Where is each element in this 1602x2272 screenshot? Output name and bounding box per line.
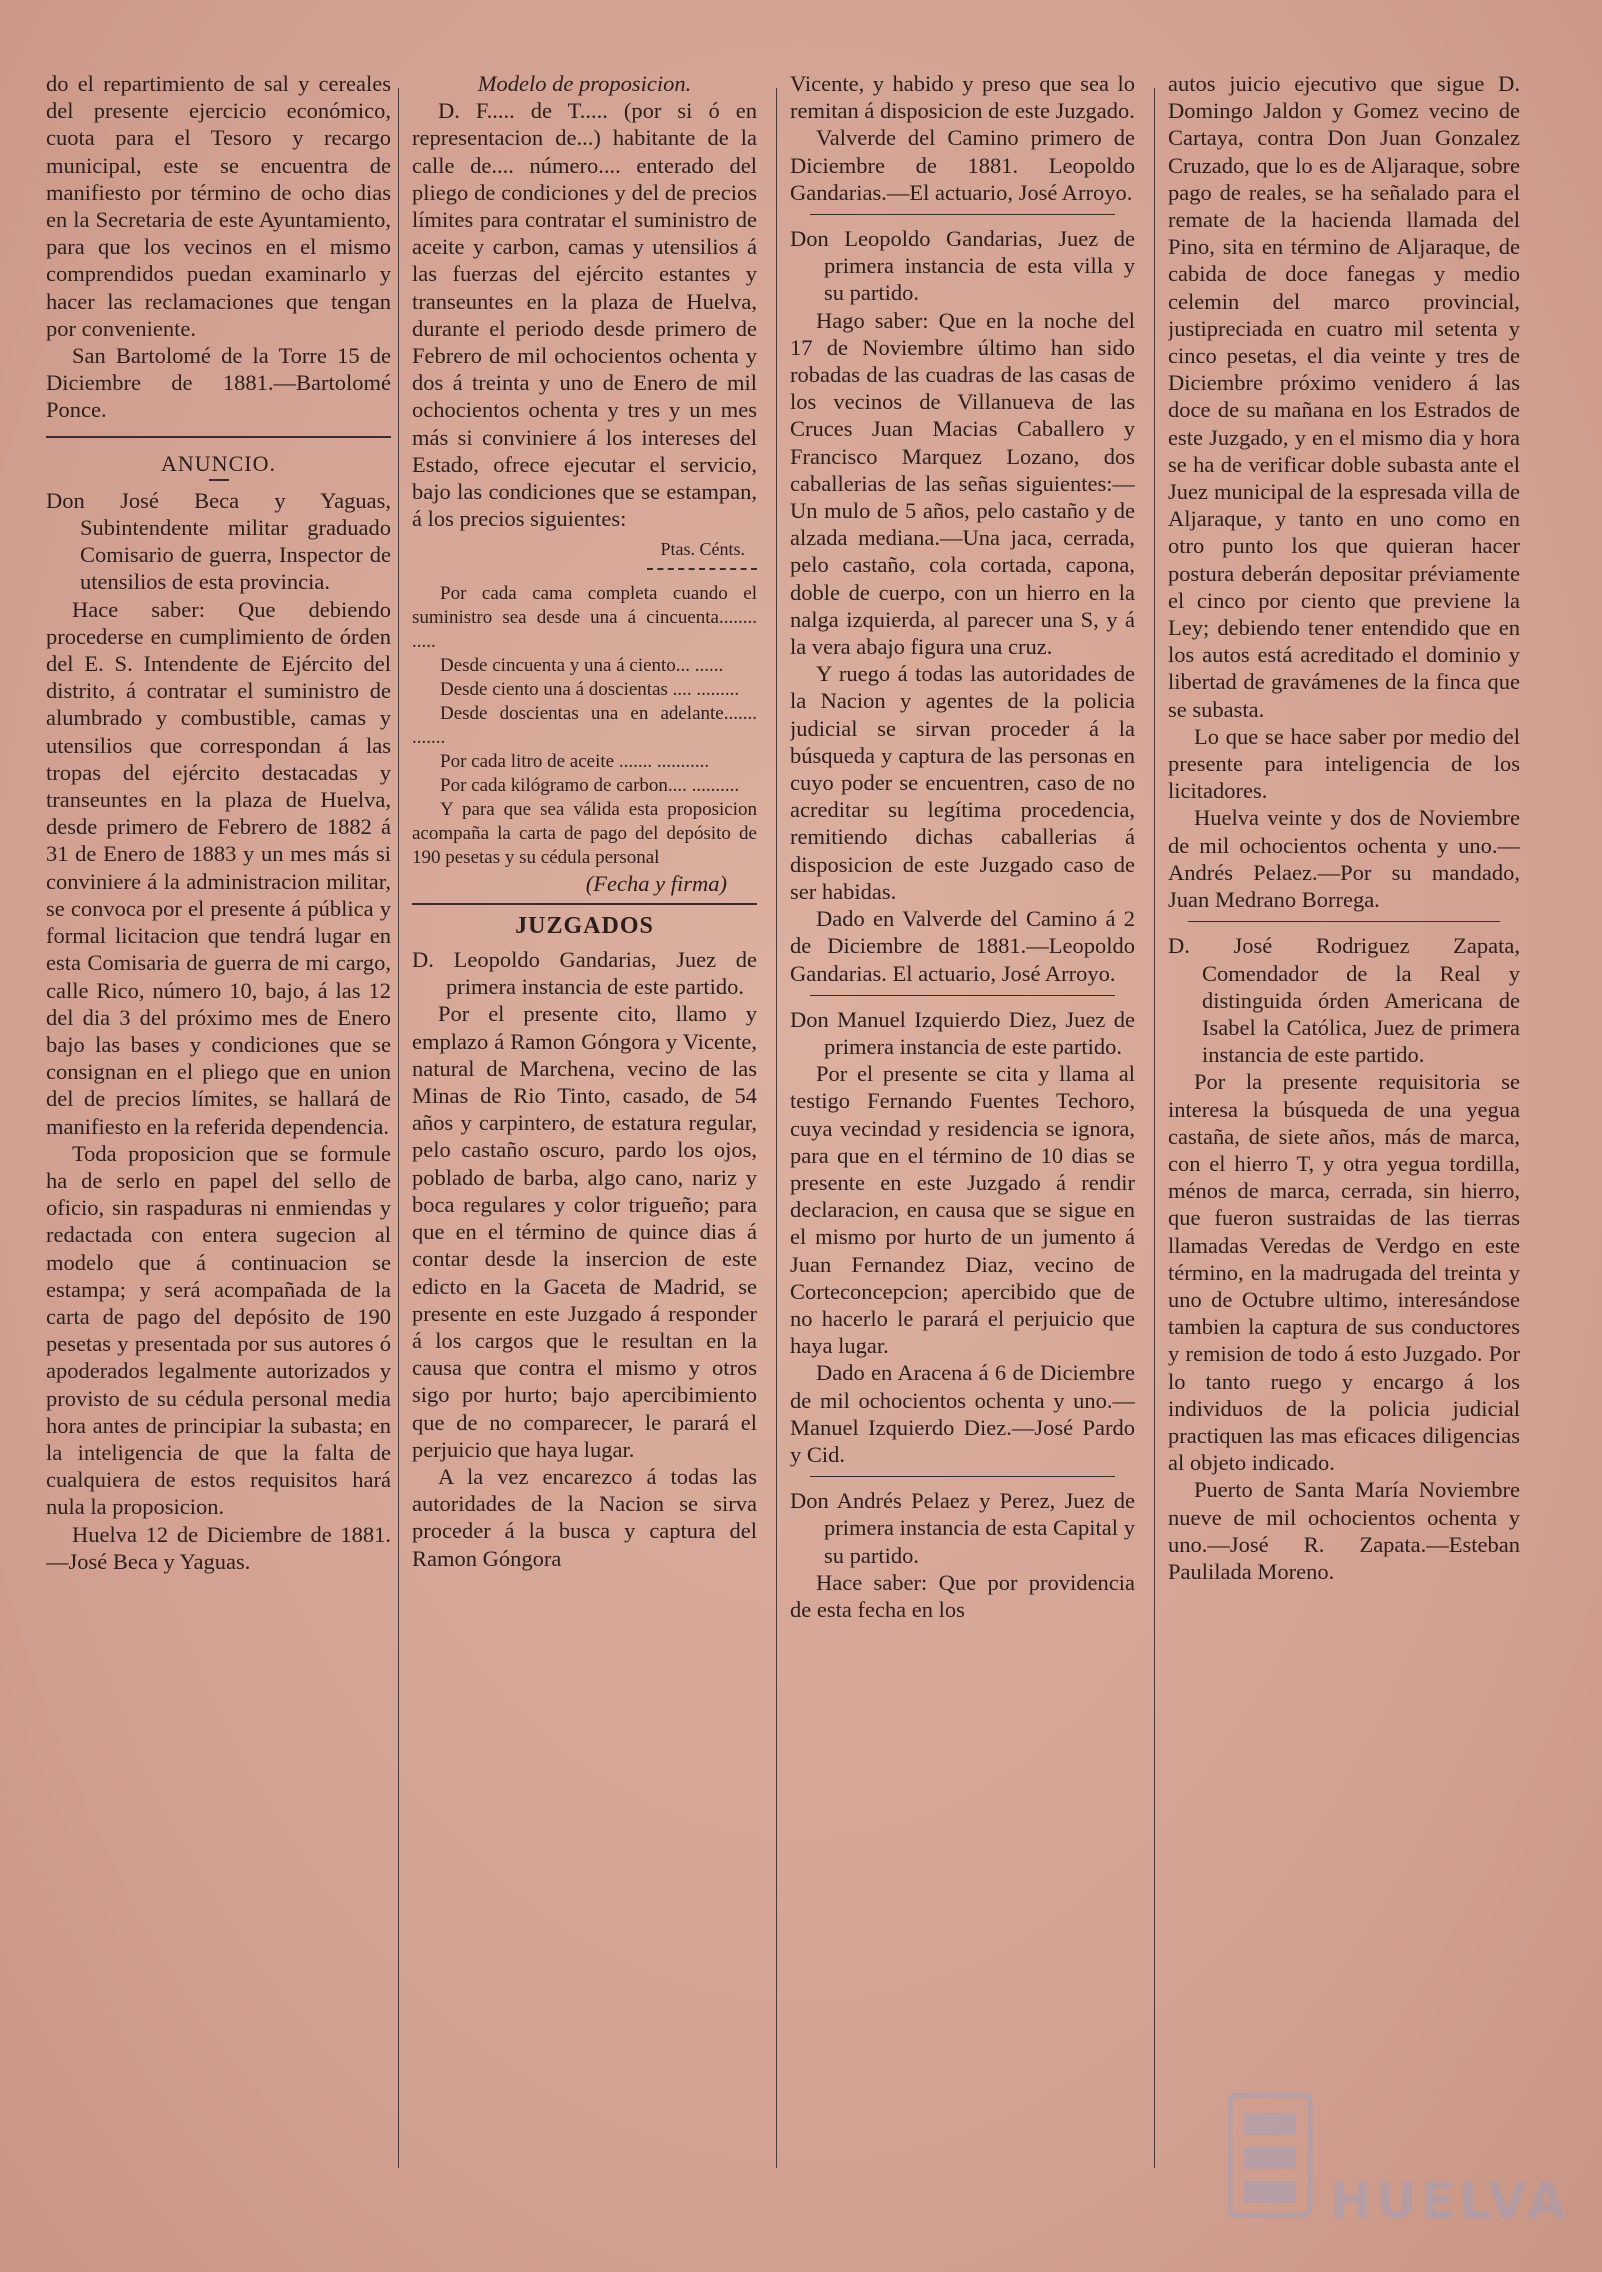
announcement-author: Don Manuel Izquierdo Diez, Juez de primera instancia de este partido. [790, 1006, 1135, 1059]
paragraph: Hago saber: Que en la noche del 17 de Noviembre último han sido robadas de las cuadras de las casas de los vecinos de Villanueva de las Cruces Juan Macias Caballero y Francisco Marquez Lozano, dos caballerias de las señas siguientes:—Un mulo de 5 años, pelo castaño y de alzada mediana.—Una jaca, cerrada, pelo castaño, cola cortada, capona, doble de cuerpo, con un hierro en la nalga izquierda, al parecer una S, y á la vera abajo figura una cruz. [790, 307, 1135, 660]
price-item: Desde doscientas una en adelante....... ....... [412, 702, 757, 748]
paragraph: A la vez encarezco á todas las autoridades de la Nacion se sirva proceder á la busca y captura del Ramon Góngora [412, 1463, 757, 1571]
section-rule [1188, 921, 1500, 922]
section-rule [412, 903, 757, 905]
paragraph: D. F..... de T..... (por si ó en representacion de...) habitante de la calle de.... número.... enterado del pliego de condiciones y del de precios límites para contratar el suministro de aceite y carbon, camas y utensilios á las fuerzas del ejército estantes y transeuntes en la plaza de Huelva, durante el periodo desde primero de Febrero de mil ochocientos ochenta y dos á treinta y uno de Enero de mil ochocientos ochenta y tres y un mes más si conviniere á los intereses del Estado, ofrece ejecutar el servicio, bajo las condiciones que se estampan, á los precios siguientes: [412, 98, 757, 532]
column-divider [776, 88, 777, 2168]
paragraph: Toda proposicion que se formule ha de serlo en papel del sello de oficio, sin raspaduras ni enmiendas y redactada con entera sugecion al modelo que á continuacion se estampa; y será acompañada de la carta de pago del depósito de 190 pesetas y presentada por sus autores ó apoderados legalmente autorizados y provisto de su cédula personal media hora antes de principiar la subasta; en la inteligencia de que la falta de cualquiera de estos requisitos hará nula la proposicion. [46, 1140, 391, 1520]
paragraph: Y ruego á todas las autoridades de la Nacion y agentes de la policia judicial se sirvan proceder á la búsqueda y captura de las personas en cuyo poder se encuentren, caso de no acreditar su legítima procedencia, remitiendo dichas caballerias á disposicion de este Juzgado caso de ser habidas. [790, 661, 1135, 904]
announcement-author: Don Andrés Pelaez y Perez, Juez de primera instancia de esta Capital y su partido. [790, 1488, 1135, 1568]
paragraph: Por la presente requisitoria se interesa la búsqueda de una yegua castaña, de siete años, más de marca, con el hierro T, y otra yegua tordilla, ménos de marca, cerrada, sin hierro, que fueron sustraidas de las tierras llamadas Veredas de Verdgo en este término, en la madrugada del treinta y uno de Octubre ultimo, interesándose tambien la captura de sus conductores y remision de todo á esto Juzgado. Por lo tanto ruego y encargo á los individuos de la policia judicial practiquen las mas eficaces diligencias al objeto indicado. [1168, 1069, 1520, 1476]
column-2 [412, 70, 757, 2250]
paragraph: autos juicio ejecutivo que sigue D. Domingo Jaldon y Gomez vecino de Cartaya, contra Don Juan Gonzalez Cruzado, que lo es de Aljaraque, sobre pago de reales, se ha señalado para el remate de la hacienda llamada del Pino, sita en término de Aljaraque, de cabida de doce fanegas y medio celemin del marco provincial, justipreciada en cuatro mil setenta y cinco pesetas, el dia veinte y tres de Diciembre próximo venidero á las doce de su mañana en los Estrados de este Juzgado, y en el mismo dia y hora se ha de verificar doble subasta ante el Juez municipal de la espresada villa de Aljaraque, y tanto en uno como en otro punto los que quieran hacer postura deberán depositar préviamente el cinco por ciento que previene la Ley; debiendo tener entendido que en los autos está acreditado el dominio y libertad de gravámenes de la finca que se subasta. [1168, 71, 1520, 722]
library-watermark [1220, 2080, 1570, 2230]
paragraph: Lo que se hace saber por medio del presente para inteligencia de los licitadores. [1168, 723, 1520, 804]
signature: San Bartolomé de la Torre 15 de Diciembre de 1881.—Bartolomé Ponce. [46, 343, 391, 423]
price-item: Desde ciento una á doscientas .... ......... [440, 678, 740, 700]
column-3 [790, 70, 1135, 2250]
model-title: Modelo de proposicion. [477, 71, 692, 96]
price-item: Por cada cama completa cuando el suministro sea desde una á cincuenta........ ..... [412, 582, 757, 652]
heading-dash [209, 479, 229, 481]
column-1 [46, 70, 391, 2250]
paragraph: do el repartimiento de sal y cereales del presente ejercicio económico, cuota para el Tesoro y recargo municipal, este se encuentra de manifiesto por término de ocho dias en la Secretaria de este Ayuntamiento, para que los vecinos en el mismo comprendidos puedan examinarlo y hacer las reclamaciones que tengan por conveniente. [46, 71, 391, 341]
price-item: Por cada litro de aceite ....... ........... [440, 750, 710, 772]
paragraph: Por el presente se cita y llama al testigo Fernando Fuentes Techoro, cuya vecindad y residencia se ignora, para que en el término de 10 dias se presente en este Juzgado á rendir declaracion, en causa que se sigue en el mismo por hurto de un jumento á Juan Fernandez Diaz, vecino de Corteconcepcion; apercibido que de no hacerlo le parará el perjuicio que haya lugar. [790, 1061, 1135, 1359]
signature: Dado en Valverde del Camino á 2 de Diciembre de 1881.—Leopoldo Gandarias. El actuario, José Arroyo. [790, 906, 1135, 986]
section-rule [46, 436, 391, 438]
paragraph: Por el presente cito, llamo y emplazo á Ramon Góngora y Vicente, natural de Marchena, vecino de las Minas de Rio Tinto, casado, de 54 años y carpintero, de estatura regular, pelo castaño oscuro, pardo los ojos, poblado de barba, algo cano, nariz y boca regulares y color trigueño; para que en el término de quince dias á contar desde la insercion de este edicto en la Gaceta de Madrid, se presente en este Juzgado á responder á los cargos que le resultan en la causa que contra el mismo y otros sigo por hurto; bajo apercibimiento que de no comparecer, le parará el perjuicio que haya lugar. [412, 1001, 757, 1462]
section-rule [810, 995, 1115, 996]
signature: Huelva 12 de Diciembre de 1881.—José Beca y Yaguas. [46, 1521, 391, 1574]
announcement-author: Don Leopoldo Gandarias, Juez de primera instancia de esta villa y su partido. [790, 226, 1135, 306]
column-4 [1168, 70, 1520, 2250]
section-heading: JUZGADOS [515, 912, 654, 939]
paragraph: Hace saber: Que por providencia de esta fecha en los [790, 1569, 1135, 1622]
price-list [412, 582, 757, 870]
price-header-rule [647, 568, 757, 570]
announcement-author: D. Leopoldo Gandarias, Juez de primera instancia de este partido. [412, 947, 757, 1000]
section-heading: ANUNCIO. [161, 450, 276, 476]
section-rule [810, 214, 1115, 215]
price-item: Desde cincuenta y una á ciento... ...... [440, 654, 724, 676]
watermark-text: HUELVA [1330, 2172, 1570, 2230]
announcement-author: Don José Beca y Yaguas, Subintendente militar graduado Comisario de guerra, Inspector de utensilios de esta provincia. [46, 487, 391, 595]
price-item: Por cada kilógramo de carbon.... .......... [440, 774, 740, 796]
signature: Huelva veinte y dos de Noviembre de mil ochocientos ochenta y uno.—Andrés Pelaez.—Por su mandado, Juan Medrano Borrega. [1168, 805, 1520, 913]
column-divider [398, 88, 399, 2168]
announcement-author: D. José Rodriguez Zapata, Comendador de la Real y distinguida órden Americana de Isabel la Católica, Juez de primera instancia de este partido. [1168, 933, 1520, 1068]
paragraph: Vicente, y habido y preso que sea lo remitan á disposicion de este Juzgado. [790, 71, 1135, 124]
signature: Dado en Aracena á 6 de Diciembre de mil ochocientos ochenta y uno.—Manuel Izquierdo Diez.—José Pardo y Cid. [790, 1360, 1135, 1467]
price-note: Y para que sea válida esta proposicion acompaña la carta de pago del depósito de 190 pesetas y su cédula personal [412, 798, 757, 868]
column-divider [1154, 88, 1155, 2168]
paragraph: Hace saber: Que debiendo procederse en cumplimiento de órden del E. S. Intendente de Ejército del distrito, á contratar el suministro de alumbrado y combustible, camas y utensilios que correspondan á las tropas del ejército destacadas y transeuntes en la plaza de Huelva, desde primero de Febrero de 1882 á 31 de Enero de 1883 y un mes más si conviniere á la administracion militar, se convoca por el presente á pública y formal licitacion que tendrá lugar en esta Comisaria de guerra de mi cargo, calle Rico, número 10, bajo, á las 12 del dia 3 del próximo mes de Enero bajo las bases y condiciones que se consignan en el pliego que en union del de precios límites, se hallará de manifiesto en la referida dependencia. [46, 596, 391, 1139]
section-rule [810, 1476, 1115, 1477]
signature: Valverde del Camino primero de Diciembre de 1881. Leopoldo Gandarias.—El actuario, José Arroyo. [790, 125, 1135, 205]
price-column-header: Ptas. Cénts. [660, 539, 745, 560]
library-seal-icon [1220, 2085, 1320, 2225]
signature: Puerto de Santa María Noviembre nueve de mil ochocientos ochenta y uno.—José R. Zapata.—Esteban Paulilada Moreno. [1168, 1477, 1520, 1584]
date-signature-placeholder: (Fecha y firma) [585, 870, 727, 896]
